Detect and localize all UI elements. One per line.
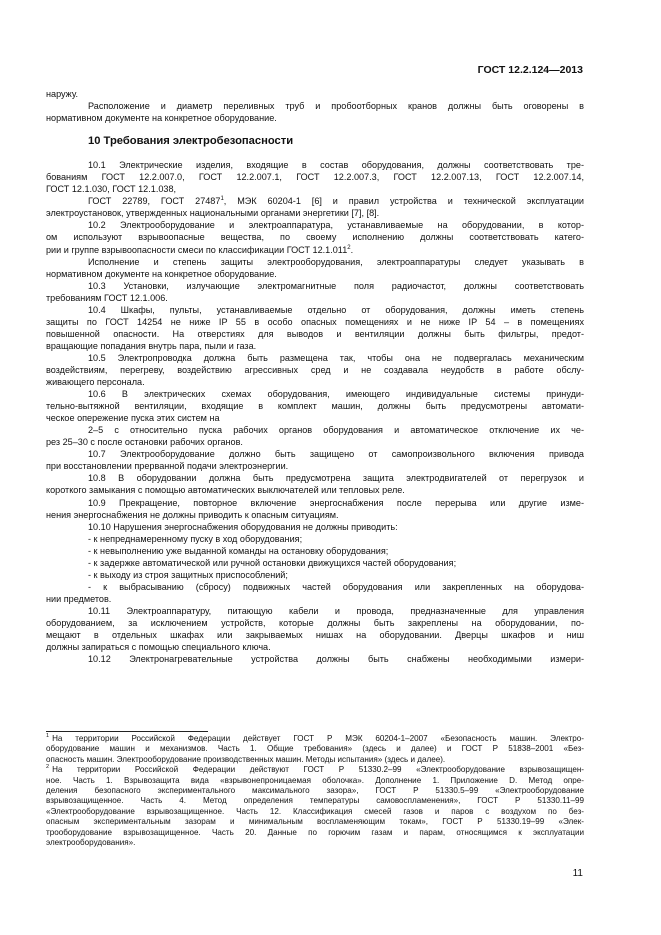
text-line: [46, 734, 584, 744]
text-line: [46, 195, 584, 207]
paragraph-overflow: [46, 100, 584, 124]
text-line: защиты по ГОСТ 14254 не ниже IP 55 в особо опасных помещениях и не ниже IP 54 – в помещениях: [46, 316, 584, 327]
text-line: 10.5 Электропроводка должна быть размещена так, чтобы она не подвергалась механическим: [88, 352, 584, 363]
text-fragment: ГОСТ 22789, ГОСТ 27487: [88, 196, 221, 207]
text-line: ом используют взрывоопасные вещества, по своему исполнению должны соответствовать катего-: [46, 232, 584, 243]
text-line: 10.3 Установки, излучающие электромагнитные поля радиочастот, должны соответствовать: [88, 280, 584, 291]
list-item: - к невыполнению уже выданной команды на остановку оборудования;: [88, 545, 389, 556]
footnotes: [46, 734, 584, 848]
paragraph-10-11: [46, 605, 584, 653]
text-line: оборудованием, за исключением устройств, которые должны быть закреплены на оборудовании, по-: [46, 617, 584, 628]
text-line: Исполнение и степень защиты электрооборудования, электроаппаратуры следует указывать в: [88, 256, 584, 267]
text-line: живающего персонала.: [46, 377, 145, 388]
text-line: нии предметов.: [46, 593, 112, 604]
paragraph-10-6: [46, 388, 584, 424]
text-line: 10.12 Электронагревательные устройства должны быть снабжены необходимыми измери-: [88, 654, 584, 665]
paragraph-10-1b: [46, 195, 584, 219]
paragraph-10-5: [46, 352, 584, 388]
text-line: 2–5 с относительно пуска рабочих органов оборудования и автоматическое отключение их че-: [88, 425, 584, 436]
intro-text: наружу.: [46, 89, 79, 99]
paragraph-10-6b: [46, 424, 584, 448]
text-line: деления безопасного экспериментального максимального зазора», ГОСТ Р 51330.5–99 «Электрооборудование: [46, 786, 584, 796]
text-line: нормативном документе на конкретное оборудование.: [46, 268, 277, 279]
text-line: при восстановлении прерванной подачи электроэнергии.: [46, 461, 289, 472]
document-body: [46, 88, 584, 665]
paragraph-10-7: [46, 448, 584, 472]
text-fragment: , МЭК 60204-1 [6] и правил устройства и технической эксплуатации: [223, 196, 585, 207]
text-fragment: .: [350, 244, 354, 255]
paragraph-10-4: [46, 304, 584, 352]
footnote-2: [46, 765, 584, 848]
paragraph-10-9: [46, 497, 584, 521]
text-line: вращающие попадания внутрь пара, пыли и газа.: [46, 340, 257, 351]
paragraph-10-8: [46, 472, 584, 496]
text-line: рез 25–30 с после остановки рабочих органов.: [46, 437, 243, 448]
text-line: 10.6 В электрических схемах оборудования, имеющего индивидуальные системы принуди-: [88, 389, 584, 400]
text-line: тельно-вытяжной вентиляции, входящие в комплект машин, должны быть предусмотрены автомати-: [46, 401, 584, 412]
text-line: бованиям ГОСТ 12.2.007.0, ГОСТ 12.2.007.1, ГОСТ 12.2.007.3, ГОСТ 12.2.007.13, ГОСТ 12.2.007.14,: [46, 172, 584, 183]
text-line: 10.7 Электрооборудование должно быть защищено от самопроизвольного включения привода: [88, 449, 584, 460]
footnote-divider: [46, 731, 208, 732]
text-line: - к выбрасыванию (сбросу) подвижных частей оборудования или закрепленных на оборудова-: [88, 581, 584, 592]
paragraph-10-1: [46, 159, 584, 195]
list-item: - к задержке автоматической или ручной остановки движущихся частей оборудования;: [88, 557, 457, 568]
footnote-number: 2: [46, 764, 50, 771]
footnote-ref: 1: [220, 196, 224, 203]
text-line: повышенной опасности. На отверстиях для выводов и вентиляции должны быть фильтры, предот-: [46, 328, 584, 339]
page-number: 11: [572, 868, 583, 879]
list-item: [46, 581, 584, 605]
text-line: должны запираться с помощью специального ключа.: [46, 642, 271, 653]
footnote-1: [46, 734, 584, 765]
paragraph-10-2b: [46, 256, 584, 280]
text-line: опасность машин. Электрооборудование производственных машин. Методы испытания» (здесь и далее).: [46, 754, 446, 764]
text-line: короткого замыкания с помощью автоматических выключателей или тепловых реле.: [46, 485, 405, 496]
section-title: 10 Требования электробезопасности: [88, 135, 294, 148]
text-line: взрывозащищенное. Часть 4. Метод определения температуры самовоспламенения», ГОСТ Р 51330.11–99: [46, 796, 584, 806]
text-line: трооборудование взрывозащищенное. Часть 20. Данные по горючим газам и парам, относящимся к эксплуатации: [46, 827, 584, 837]
text-fragment: На территории Российской Федерации действуют ГОСТ Р 51330.2–99 «Электрооборудование взрывозащищен-: [52, 765, 584, 775]
document-header: ГОСТ 12.2.124—2013: [477, 64, 583, 76]
text-line: «Электрооборудование взрывозащищенное. Часть 12. Классификация смесей газов и паров с воздухом по без-: [46, 806, 584, 816]
text-line: электрооборудования».: [46, 838, 136, 848]
text-fragment: На территории Российской Федерации действует ГОСТ Р МЭК 60204-1–2007 «Безопасность машин. Электро-: [52, 734, 584, 743]
text-line: требованиям ГОСТ 12.1.006.: [46, 292, 168, 303]
text-line: 10.9 Прекращение, повторное включение энергоснабжения после перерыва или другие изме-: [88, 497, 584, 508]
paragraph-10-3: [46, 280, 584, 304]
text-line: ческое опережение пуска этих систем на: [46, 413, 220, 424]
list-item: - к непреднамеренному пуску в ход оборудования;: [88, 533, 303, 544]
paragraph-10-12: [46, 653, 584, 665]
list-item: - к выходу из строя защитных приспособлений;: [88, 569, 288, 580]
paragraph-10-10: 10.10 Нарушения энергоснабжения оборудования не должны приводить:: [88, 521, 398, 532]
text-line: 10.1 Электрические изделия, входящие в состав оборудования, должны соответствовать тре-: [88, 160, 584, 171]
text-line: 10.11 Электроаппаратуру, питающую кабели и провода, предназначенные для управления: [88, 605, 584, 616]
text-line: воздействиям, перегреву, воздействию агрессивных сред и не создавала неудобств в работе обслу-: [46, 364, 584, 375]
text-line: ное. Часть 1. Взрывозащита вида «взрывонепроницаемая оболочка». Дополнение 1. Приложение D. Метод опре-: [46, 775, 584, 785]
text-line: электроустановок, утвержденных национальными органами энергетики [7], [8].: [46, 208, 380, 219]
text-line: Расположение и диаметр переливных труб и пробоотборных кранов должны быть оговорены в: [88, 101, 584, 112]
text-line: нения энергоснабжения не должны приводить к опасным ситуациям.: [46, 509, 339, 520]
footnote-number: 1: [46, 733, 50, 739]
text-line: оборудование машин и механизмов. Часть 1. Общие требования» (здесь и далее) и ГОСТ Р 51838–2001 «Без-: [46, 744, 584, 754]
text-line: [46, 765, 584, 775]
text-line: 10.2 Электрооборудование и электроаппаратура, устанавливаемые на оборудовании, в котор-: [88, 220, 584, 231]
text-line: ГОСТ 12.1.030, ГОСТ 12.1.038,: [46, 184, 177, 195]
text-line: мещают в отдельных шкафах или закрываемых нишах на оборудовании. Дверцы шкафов и ниш: [46, 630, 584, 641]
text-line: 10.8 В оборудовании должна быть предусмотрена защита электродвигателей от перегрузок и: [88, 473, 584, 484]
text-line: 10.4 Шкафы, пульты, устанавливаемые отдельно от оборудования, должны иметь степень: [88, 304, 584, 315]
paragraph-10-2: [46, 219, 584, 255]
footnote-ref: 2: [347, 244, 351, 251]
text-line: нормативном документе на конкретное оборудование.: [46, 113, 277, 124]
text-line: опасным экспериментальным зазорам и минимальным воспламеняющим токам», ГОСТ Р 51330.19–99 «Элек-: [46, 817, 584, 827]
text-fragment: рии и группе взрывоопасности смеси по классификации ГОСТ 12.1.011: [46, 244, 348, 255]
text-line: [46, 244, 584, 256]
